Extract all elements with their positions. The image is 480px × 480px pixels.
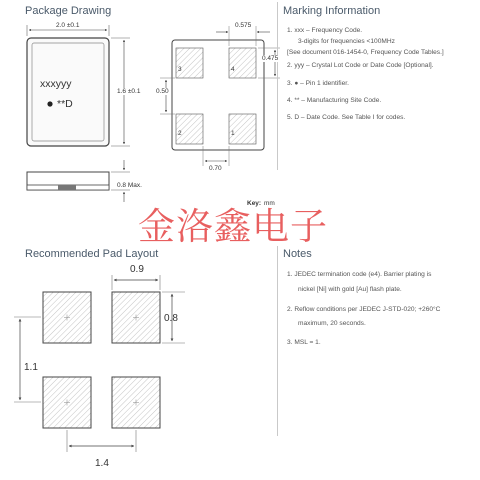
dimension-050: 0.50	[156, 88, 169, 95]
dimension-070: 0.70	[209, 165, 222, 172]
package-height-dimension: 1.6 ±0.1	[117, 88, 141, 95]
section-divider	[277, 246, 278, 436]
note-line: nickel [Ni] with gold [Au] flash plate.	[298, 286, 402, 293]
pad-dimension-14: 1.4	[95, 458, 109, 469]
package-thickness-dimension: 0.8 Max.	[117, 182, 142, 189]
dimension-0575: 0.575	[235, 22, 252, 29]
key-unit: mm	[264, 200, 275, 207]
pad-dimension-11: 1.1	[24, 362, 38, 373]
section-divider	[277, 2, 278, 170]
package-width-dimension: 2.0 ±0.1	[56, 22, 80, 29]
marking-info-line: 3. ● – Pin 1 identifier.	[287, 80, 349, 87]
note-line: maximum, 20 seconds.	[298, 320, 366, 327]
pin1-dot-icon	[47, 101, 52, 106]
pad-dimension-09: 0.9	[130, 264, 144, 275]
package-side-view	[27, 160, 130, 202]
marking-info-line: 1. xxx – Frequency Code.	[287, 27, 363, 34]
dimension-0475: 0.475	[262, 55, 279, 62]
marking-info-line: 5. D – Date Code. See Table I for codes.	[287, 114, 406, 121]
pin-label-1: 1	[231, 130, 235, 137]
watermark-logo: 金洛鑫电子	[138, 205, 328, 248]
marking-info-line: 3-digits for frequencies <100MHz	[298, 38, 395, 45]
note-line: 3. MSL = 1.	[287, 339, 321, 346]
pin-label-3: 3	[178, 66, 182, 73]
marking-code-line1: xxxyyy	[40, 78, 72, 90]
key-label: Key:	[247, 200, 262, 207]
marking-info-line: 2. yyy – Crystal Lot Code or Date Code [Optional].	[287, 62, 434, 69]
pad-layout-drawing	[14, 275, 185, 452]
package-drawing-title: Package Drawing	[25, 5, 112, 17]
package-bottom-view	[160, 26, 280, 166]
marking-information-title: Marking Information	[283, 5, 381, 17]
pad-dimension-08: 0.8	[164, 313, 178, 324]
note-line: 2. Reflow conditions per JEDEC J-STD-020; +260°C	[287, 306, 441, 313]
marking-info-line: 4. ** – Manufacturing Site Code.	[287, 97, 382, 104]
marking-code-line2: **D	[57, 98, 73, 110]
recommended-pad-layout-title: Recommended Pad Layout	[25, 248, 159, 260]
marking-info-line: [See document 016-1454-0, Frequency Code Tables.]	[287, 49, 444, 56]
note-line: 1. JEDEC termination code (e4). Barrier plating is	[287, 271, 432, 278]
notes-title: Notes	[283, 248, 312, 260]
pin-label-2: 2	[178, 130, 182, 137]
pin-label-4: 4	[231, 66, 235, 73]
